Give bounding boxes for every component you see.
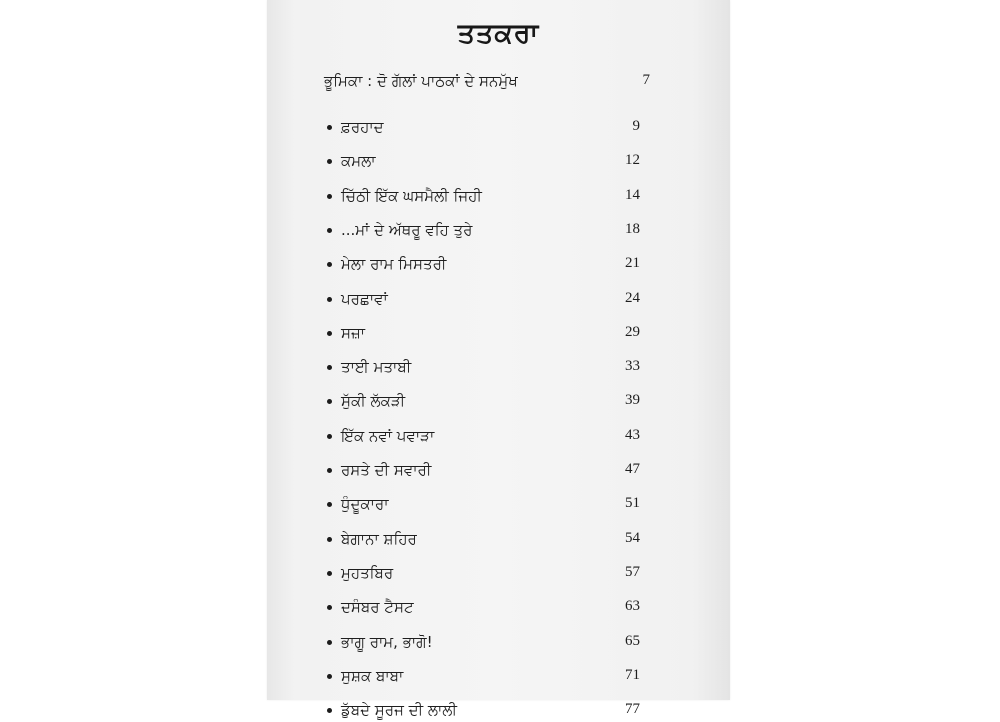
toc-entry-page-number: 24: [625, 290, 640, 306]
toc-entry-page-number: 33: [625, 358, 640, 374]
toc-entry-list: [267, 0, 730, 719]
bullet-icon: [327, 399, 332, 404]
bullet-icon: [327, 502, 332, 507]
toc-entry-title: ਬੇਗਾਨਾ ਸ਼ਹਿਰ: [341, 530, 417, 548]
toc-entry: [267, 632, 730, 654]
toc-entry-title: ਮੇਲਾ ਰਾਮ ਮਿਸਤਰੀ: [341, 255, 447, 273]
toc-entry-title: ...ਮਾਂ ਦੇ ਅੱਥਰੂ ਵਹਿ ਤੁਰੇ: [341, 221, 473, 239]
toc-entry: [267, 151, 730, 173]
toc-entry-page-number: 77: [625, 701, 640, 717]
bullet-icon: [327, 194, 332, 199]
toc-entry-title: ਡੁੱਬਦੇ ਸੂਰਜ ਦੀ ਲਾਲੀ: [341, 701, 457, 719]
toc-entry: [267, 494, 730, 516]
toc-entry-title: ਚਿੱਠੀ ਇੱਕ ਘਸਮੈਲੀ ਜਿਹੀ: [341, 187, 482, 205]
bullet-icon: [327, 537, 332, 542]
toc-entry-title: ਸੁਸ਼ਕ ਬਾਬਾ: [341, 667, 404, 685]
toc-entry: [267, 666, 730, 688]
toc-entry: [267, 117, 730, 139]
toc-entry-page-number: 65: [625, 633, 640, 649]
bullet-icon: [327, 468, 332, 473]
toc-entry-page-number: 51: [625, 495, 640, 511]
toc-entry-page-number: 63: [625, 598, 640, 614]
bullet-icon: [327, 674, 332, 679]
toc-entry-title: ਫ਼ਰਹਾਦ: [341, 118, 384, 136]
toc-entry-page-number: 54: [625, 530, 640, 546]
page-title: ਤਤਕਰਾ: [457, 18, 540, 49]
toc-entry: [267, 529, 730, 551]
toc-entry: [267, 391, 730, 413]
toc-entry: [267, 186, 730, 208]
toc-entry-title: ਕਮਲਾ: [341, 152, 376, 170]
toc-entry-page-number: 9: [632, 118, 640, 134]
toc-entry-page-number: 71: [625, 667, 640, 683]
toc-entry-title: ਰਸਤੇ ਦੀ ਸਵਾਰੀ: [341, 461, 432, 479]
toc-entry: [267, 220, 730, 242]
toc-entry: [267, 563, 730, 585]
preface-title: ਭੂਮਿਕਾ : ਦੋ ਗੱਲਾਂ ਪਾਠਕਾਂ ਦੇ ਸਨਮੁੱਖ: [324, 72, 518, 90]
toc-entry-title: ਇੱਕ ਨਵਾਂ ਪਵਾੜਾ: [341, 427, 435, 445]
bullet-icon: [327, 331, 332, 336]
toc-entry-title: ਸਜ਼ਾ: [341, 324, 366, 342]
toc-entry-title: ਪਰਛਾਵਾਂ: [341, 290, 388, 308]
toc-entry: [267, 460, 730, 482]
toc-entry: [267, 357, 730, 379]
book-page: [267, 0, 730, 719]
toc-entry-page-number: 18: [625, 221, 640, 237]
toc-entry-title: ਸੁੱਕੀ ਲੱਕੜੀ: [341, 392, 406, 410]
toc-entry: [267, 426, 730, 448]
toc-entry-page-number: 57: [625, 564, 640, 580]
toc-entry: [267, 289, 730, 311]
toc-entry-page-number: 39: [625, 392, 640, 408]
toc-entry-title: ਦਸੰਬਰ ਟੈਸਟ: [341, 598, 414, 616]
toc-entry-page-number: 14: [625, 187, 640, 203]
bullet-icon: [327, 262, 332, 267]
toc-entry-page-number: 21: [625, 255, 640, 271]
bullet-icon: [327, 434, 332, 439]
toc-entry-title: ਭਾਗੂ ਰਾਮ, ਭਾਗੋ!: [341, 633, 433, 651]
toc-entry-title: ਧੁੰਦੂਕਾਰਾ: [341, 495, 389, 513]
toc-entry-page-number: 43: [625, 427, 640, 443]
toc-entry-title: ਤਾਈ ਮਤਾਬੀ: [341, 358, 412, 376]
toc-entry-page-number: 29: [625, 324, 640, 340]
bullet-icon: [327, 125, 332, 130]
bullet-icon: [327, 708, 332, 713]
toc-entry: [267, 597, 730, 619]
bullet-icon: [327, 297, 332, 302]
toc-entry-title: ਮੁਹਤਬਿਰ: [341, 564, 394, 582]
bullet-icon: [327, 159, 332, 164]
toc-entry: [267, 254, 730, 276]
bullet-icon: [327, 228, 332, 233]
bullet-icon: [327, 605, 332, 610]
toc-entry: [267, 700, 730, 722]
bullet-icon: [327, 365, 332, 370]
preface-page-number: 7: [642, 72, 650, 88]
toc-entry-page-number: 12: [625, 152, 640, 168]
toc-entry: [267, 323, 730, 345]
toc-entry-page-number: 47: [625, 461, 640, 477]
bullet-icon: [327, 571, 332, 576]
bullet-icon: [327, 640, 332, 645]
